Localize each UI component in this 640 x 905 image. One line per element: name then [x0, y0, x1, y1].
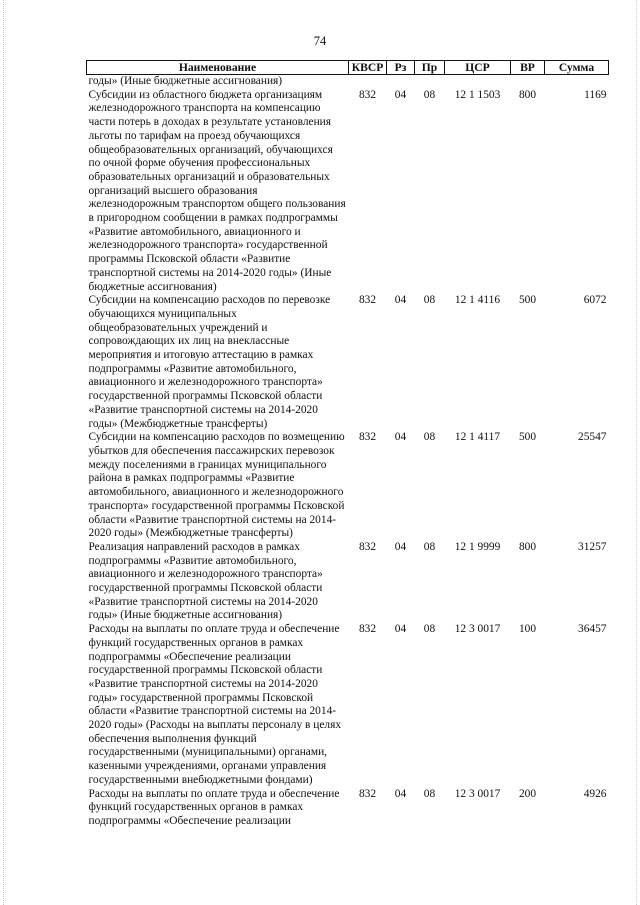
scan-edge-right — [636, 0, 638, 905]
row-kvsr: 832 — [358, 294, 377, 307]
table-row — [87, 541, 609, 623]
row-vr: 500 — [518, 294, 537, 307]
row-name: Субсидии на компенсацию расходов по перевозке обучающихся муниципальных общеобразовательных учреждений и сопровождающих их лиц на внеклассные мероприятия и итоговую аттестацию в рамках подпрограммы «Развитие автомобильного, авиационного и железнодорожного транспорта» государственной программы Псковской области «Развитие транспортной системы на 2014-2020 годы» (Межбюджетные трансферты) — [88, 294, 331, 430]
row-name: Субсидии из областного бюджета организациям железнодорожного транспорта на компенсацию части потерь в доходах в результате установления льготы по тарифам на проезд обучающихся общеобразовательных организаций, обучающихся по очной форме обучения профессиональных образовательных организаций и образовательных организаций высшего образования железнодорожным транспортом общего пользования в пригородном сообщении в рамках подпрограммы «Развитие автомобильного, авиационного и железнодорожного транспорта» государственной программы Псковской области «Развитие транспортной системы на 2014-2020 годы» (Иные бюджетные ассигнования) — [88, 88, 346, 293]
row-csr: 12 1 9999 — [454, 540, 501, 553]
continuation-text: годы» (Иные бюджетные ассигнования) — [88, 75, 283, 87]
row-kvsr: 832 — [358, 540, 377, 553]
continuation-row — [87, 75, 609, 89]
row-pr: 08 — [423, 540, 436, 553]
scan-edge-left — [3, 0, 5, 905]
row-csr: 12 1 1503 — [454, 88, 501, 101]
table-row — [87, 89, 609, 295]
row-rz: 04 — [394, 431, 407, 444]
row-sum: 6072 — [583, 294, 607, 307]
header-kvsr: КВСР — [349, 61, 387, 75]
row-rz: 04 — [394, 623, 407, 636]
header-csr: ЦСР — [445, 61, 511, 75]
row-vr: 100 — [518, 623, 537, 636]
row-name: Субсидии на компенсацию расходов по возмещению убытков для обеспечения пассажирских перевозок между поселениями в границах муниципального района в рамках подпрограммы «Развитие автомобильного, авиационного и железнодорожного транспорта» государственной программы Псковской области «Развитие транспортной системы на 2014-2020 годы» (Межбюджетные трансферты) — [88, 431, 345, 540]
row-kvsr: 832 — [358, 787, 377, 800]
header-pr: Пр — [415, 61, 445, 75]
row-name: Расходы на выплаты по оплате труда и обеспечение функций государственных органов в рамках подпрограммы «Обеспечение реализации — [88, 787, 340, 827]
row-rz: 04 — [394, 88, 407, 101]
row-csr: 12 3 0017 — [454, 787, 501, 800]
header-name: Наименование — [87, 61, 349, 75]
table-row — [87, 788, 609, 829]
row-sum: 36457 — [578, 623, 607, 636]
row-vr: 500 — [518, 431, 537, 444]
row-vr: 800 — [518, 88, 537, 101]
row-sum: 1169 — [584, 88, 607, 101]
row-name: Расходы на выплаты по оплате труда и обеспечение функций государственных органов в рамках подпрограммы «Обеспечение реализации государственной программы Псковской области «Развитие транспортной системы на 2014-2020 годы» государственной программы Псковской области «Развитие транспортной системы на 2014-2020 годы» (Расходы на выплаты персоналу в целях обеспечения выполнения функций государственными (муниципальными) органами, казенными учреждениями, органами управления государственными внебюджетными фондами) — [88, 623, 342, 786]
row-pr: 08 — [423, 623, 436, 636]
row-csr: 12 3 0017 — [454, 623, 501, 636]
table-header-row — [87, 61, 609, 75]
row-vr: 200 — [518, 787, 537, 800]
table-row — [87, 294, 609, 431]
budget-table — [86, 60, 609, 829]
table-row — [87, 431, 609, 541]
row-name: Реализация направлений расходов в рамках подпрограммы «Развитие автомобильного, авиационного и железнодорожного транспорта» государственной программы Псковской области «Развитие транспортной системы на 2014-2020 годы» (Иные бюджетные ассигнования) — [88, 540, 323, 622]
row-pr: 08 — [423, 88, 436, 101]
row-sum: 4926 — [583, 787, 607, 800]
row-vr: 800 — [518, 540, 537, 553]
row-csr: 12 1 4116 — [454, 294, 501, 307]
row-kvsr: 832 — [358, 623, 377, 636]
row-pr: 08 — [423, 294, 436, 307]
header-rz: Рз — [387, 61, 415, 75]
row-rz: 04 — [394, 540, 407, 553]
page-number: 74 — [313, 34, 327, 48]
row-pr: 08 — [423, 787, 436, 800]
row-kvsr: 832 — [358, 431, 377, 444]
row-kvsr: 832 — [358, 88, 377, 101]
row-sum: 25547 — [578, 431, 607, 444]
header-sum: Сумма — [545, 61, 609, 75]
row-rz: 04 — [394, 787, 407, 800]
row-csr: 12 1 4117 — [454, 431, 501, 444]
row-pr: 08 — [423, 431, 436, 444]
row-sum: 31257 — [578, 540, 607, 553]
row-rz: 04 — [394, 294, 407, 307]
table-row — [87, 623, 609, 787]
header-vr: ВР — [511, 61, 545, 75]
